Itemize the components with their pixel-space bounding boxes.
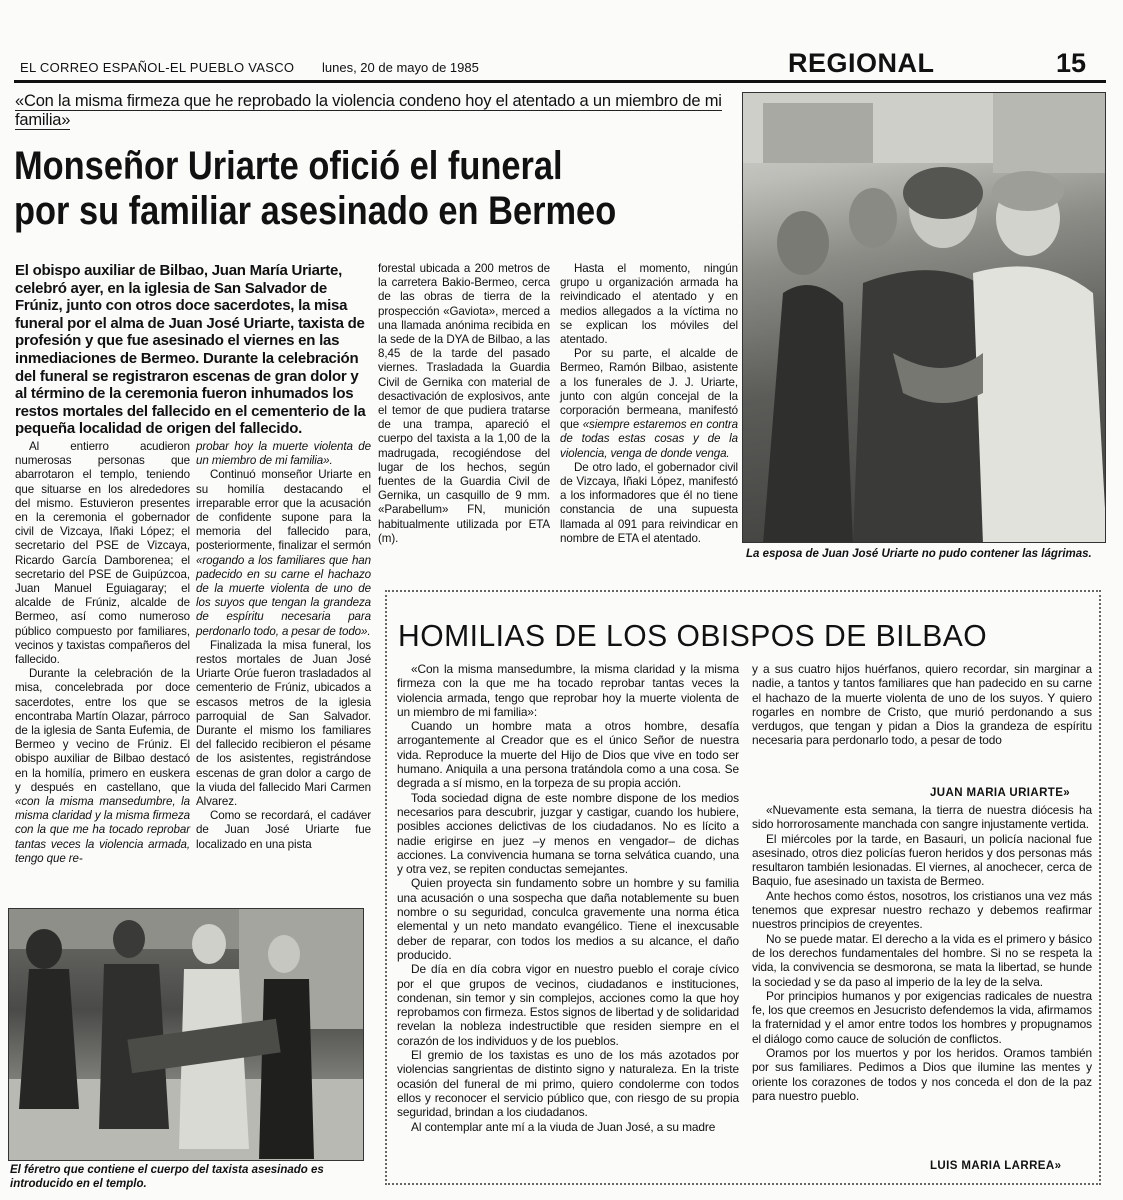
homilia-larrea-column: [752, 803, 1092, 1103]
col4-paragraph-2: [560, 347, 738, 461]
newspaper-name: EL CORREO ESPAÑOL-EL PUEBLO VASCO: [20, 60, 295, 75]
homilia-u-p2: Cuando un hombre mata a otros hombre, desafía arrogantemente al Creador que es el único Señor de nuestra vida. Reproduce la muerte del Hijo de Dios que vive en todo ser humano. Aniquila a una persona tratándola como a una cosa. Se degrada a sí mismo, en la torpeza de su propia acción.: [397, 719, 739, 791]
col2-p1-text: Continuó monseñor Uriarte en su homilía destacando el irreparable error que la acusación de confidente supone para la memoria del fallecido para, posteriormente, finalizar el sermón: [196, 468, 371, 553]
col4-paragraph-1: Hasta el momento, ningún grupo u organización armada ha reivindicado el atentado y en medios allegados a la víctima no se explican los móviles del atentado.: [560, 262, 738, 347]
signature-uriarte: JUAN MARIA URIARTE»: [930, 787, 1071, 799]
col1-paragraph-2: [15, 667, 190, 866]
kicker-quote: [15, 92, 737, 130]
photo-coffin-caption: El féretro que contiene el cuerpo del taxista asesinado es introducido en el templo.: [10, 1164, 324, 1190]
headline: [14, 144, 638, 234]
article-column-3: [378, 262, 550, 546]
homilia-l-p2: El miércoles por la tarde, en Basauri, un policía nacional fue asesinado, otros diez policías fueron heridos y dos personas más resultaron también lesionadas. El viernes, al anochecer, cerca de Baquio, fue asesinado un taxista de Bermeo.: [752, 831, 1092, 889]
homilias-title: HOMILIAS DE LOS OBISPOS DE BILBAO: [398, 618, 988, 653]
homilia-uriarte-column-2: [752, 662, 1092, 748]
col2-quote-continued: probar hoy la muerte violenta de un miembro de mi familia».: [196, 440, 371, 468]
kicker-text: «Con la misma firmeza que he reprobado la violencia condeno hoy el atentado a un miembro de mi familia»: [15, 92, 722, 129]
col1-paragraph-1: Al entierro acudieron numerosas personas que abarrotaron el templo, teniendo que situarse en los alrededores del mismo. Estuvieron presentes en la ceremonia el gobernador civil de Vizcaya, Iñaki López; el secretario del PSE de Vizcaya, Ricardo García Damborenea; el secretario del PSE de Guipúzcoa, Juan Manuel Eguiagaray; el alcalde de Frúniz, alcalde de Bermeo, así como numeroso público compuesto por familiares, vecinos y taxistas compañeros del fallecido.: [15, 440, 190, 667]
photo-widow-illustration: [743, 93, 1106, 543]
photo-widow-caption: La esposa de Juan José Uriarte no pudo contener las lágrimas.: [746, 548, 1092, 560]
article-column-1: [15, 440, 190, 866]
col4-p2-text: Por su parte, el alcalde de Bermeo, Ramón Bilbao, asistente a los funerales de J. J. Uriarte, junto con algún concejal de la corporación bermeana, manifestó que: [560, 347, 738, 432]
homilia-u-p3: Toda sociedad digna de este nombre dispone de los medios necesarios para descubrir, juzgar y castigar, cuando los hubiere, posibles acciones delictivas de los ciudadanos. No es lícito a nadie erigirse en juez –y menos en vengador– de dichas acciones. La convivencia humana se torna selvática cuando, una y otra vez, se repiten conductas semejantes.: [397, 790, 739, 877]
article-column-4: [560, 262, 738, 546]
homilia-l-p5: Por principios humanos y por exigencias radicales de nuestra fe, los que creemos en Jesucristo defendemos la vida, afirmamos la fraternidad y el amor entre todos los hombres y propugnamos el diálogo como cauce de solución de conflictos.: [752, 988, 1092, 1046]
col2-p1-quote: «rogando a los familiares que han padecido en su carne el hachazo de la muerte violenta de uno de los suyos que tengan la grandeza de espíritu necesaria para perdonarlo todo, a pesar de todo».: [196, 553, 371, 638]
signature-larrea: LUIS MARIA LARREA»: [930, 1160, 1062, 1172]
issue-date: lunes, 20 de mayo de 1985: [322, 60, 479, 75]
homilia-l-p6: Oramos por los muertos y por los heridos. Oramos también por sus familiares. Pedimos a Dios que ilumine las mentes y oriente los corazones de todos y nos conceda el don de la paz para nuestro pueblo.: [752, 1046, 1092, 1103]
col2-paragraph-1: [196, 468, 371, 638]
col2-paragraph-2: Finalizada la misa funeral, los restos mortales de Juan José Uriarte Orúe fueron trasladados al cementerio de Frúniz, ubicados a escasos metros de la iglesia parroquial de San Salvador. Durante el mismo los familiares del fallecido recibieron el pésame de los asistentes, registrándose escenas de gran dolor a cargo de la viuda del fallecido Mari Carmen Alvarez.: [196, 638, 371, 809]
homilia-l-p3: Ante hechos como éstos, nosotros, los cristianos una vez más tenemos que expresar nuestro rechazo y debemos reafirmar nuestros principios de creyentes.: [752, 888, 1092, 932]
col2-paragraph-3: Como se recordará, el cadáver de Juan José Uriarte fue localizado en una pista: [196, 809, 371, 851]
homilia-l-p4: No se puede matar. El derecho a la vida es el primero y básico de los derechos fundamentales del hombre. Si no se respeta la vida, la convivencia se desmorona, se mata la libertad, se hunde la sociedad y se da paso al imperio de la ley de la selva.: [752, 931, 1092, 989]
homilia-uriarte-column-1: [397, 662, 739, 1134]
col4-paragraph-3: De otro lado, el gobernador civil de Vizcaya, Iñaki López, manifestó a los informadores que él no tiene constancia de una supuesta llamada al 091 para reivindicar en nombre de ETA el atentado.: [560, 460, 738, 545]
homilia-u-p5: De día en día cobra vigor en nuestro pueblo el coraje cívico por el que grupos de vecinos, ciudadanos e instituciones, condenan, sin temor y sin complejos, acciones como la que hoy reprobamos con firmeza. Estos signos de libertad y de solidaridad revelan la nobleza indestructible que residen siempre en el corazón de los individuos y de los pueblos.: [397, 962, 739, 1048]
col3-paragraph-1: forestal ubicada a 200 metros de la carretera Bakio-Bermeo, cerca de las obras de tierra de la prospección «Gaviota», merced a una llamada anónima recibida en la sede de la DYA de Bilbao, a las 8,45 de la tarde del pasado viernes. Trasladada la Guardia Civil de Gernika con material de desactivación de explosivos, ante el temor de que pudiera tratarse de una trampa, apareció el cuerpo del taxista a la 1,00 de la madrugada, recogiéndose del lugar de los hechos, según fuentes de la Guardia Civil de Gernika, un casquillo de 9 mm. «Parabellum» FN, munición habitualmente utilizada por ETA (m).: [378, 262, 550, 545]
photo-coffin-illustration: [9, 909, 364, 1161]
headline-line-2: por su familiar asesinado en Bermeo: [14, 189, 617, 233]
lead-paragraph: El obispo auxiliar de Bilbao, Juan María Uriarte, celebró ayer, en la iglesia de San Salvador de Frúniz, junto con otros doce sacerdotes, la misa funeral por el alma de Juan José Uriarte, taxista de profesión y que fue asesinado el viernes en las inmediaciones de Bermeo. Durante la celebración del funeral se registraron escenas de gran dolor y al término de la ceremonia fueron inhumados los restos mortales del fallecido en el cementerio de la pequeña localidad de origen del fallecido.: [15, 262, 366, 438]
article-column-2: [196, 440, 371, 852]
homilia-u-p7: Al contemplar ante mí a la viuda de Juan José, a su madre: [411, 1119, 716, 1134]
section-title: REGIONAL: [788, 48, 935, 78]
homilia-u-p8: y a sus cuatro hijos huérfanos, quiero recordar, sin marginar a nadie, a tantos y tantos familiares que han padecido en su carne el hachazo de la muerte violenta de uno de los suyos. Y quiero rogarles en nombre de Cristo, que murió perdonando a sus verdugos, que tengan y pidan a Dios la grandeza de espíritu necesaria para perdonarlo todo, a pesar de todo: [752, 662, 1092, 748]
homilia-u-p4: Quien proyecta sin fundamento sobre un hombre y su familia una acusación o una sospecha que daña notablemente su buen nombre o su seguridad, conculca gravemente una norma ética elemental y un neto mandato evangélico. Tiene el inexcusable deber de reparar, con todos los medios a su alcance, el daño producido.: [397, 876, 739, 962]
photo-coffin: [8, 908, 364, 1161]
col4-p2-quote: «siempre estaremos en contra de todas estas cosas y de la violencia, venga de donde venga.: [560, 418, 739, 460]
col1-p2-quote: «con la misma mansedumbre, la misma claridad y la misma firmeza con la que me ha tocado reprobar tantas veces la violencia armada, tengo que re-: [15, 795, 190, 865]
col1-p2-text: Durante la celebración de la misa, concelebrada por doce sacerdotes, entre los que se encontraba Martín Olazar, párroco de la iglesia de Santa Eufemia, de Bermeo y vecino de Frúniz. El obispo auxiliar de Bilbao destacó en la homilía, primero en euskera y después en castellano, que: [15, 667, 190, 794]
page-number: 15: [1056, 48, 1087, 78]
headline-line-1: Monseñor Uriarte ofició el funeral: [14, 144, 563, 188]
homilia-u-p1: «Con la misma mansedumbre, la misma claridad y la misma firmeza con la que me ha tocado reprobar tantas veces la violencia armada, tengo que reprobar hoy la muerte violenta de un miembro de mi familia»:: [397, 662, 739, 719]
homilia-l-p1: «Nuevamente esta semana, la tierra de nuestra diócesis ha sido horrorosamente manchada con sangre injustamente vertida.: [752, 803, 1092, 832]
homilia-u-p6: El gremio de los taxistas es uno de los más azotados por violencias sangrientas de distinto signo y naturaleza. En la triste ocasión del funeral de mi primo, quiero condolerme con todos ellos y reconocer el servicio público que, con riesgo de su propia seguridad, brindan a los ciudadanos.: [397, 1048, 739, 1120]
header-rule: [14, 80, 1106, 83]
photo-widow: [742, 92, 1106, 543]
